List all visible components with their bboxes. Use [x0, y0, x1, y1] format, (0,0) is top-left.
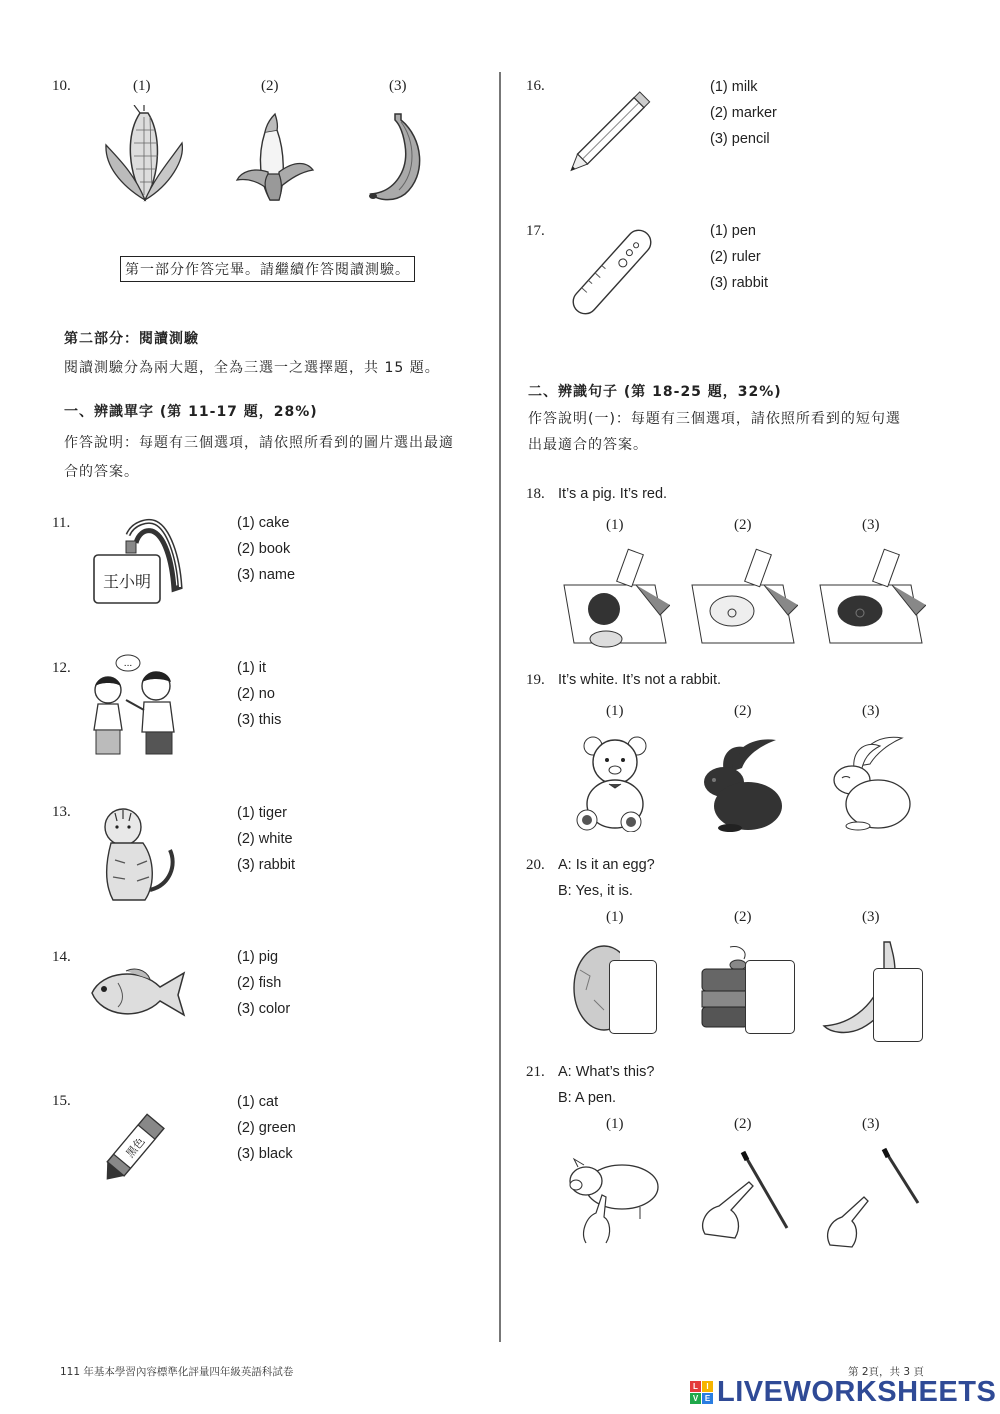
column-divider: [499, 72, 501, 1342]
q16-option-3[interactable]: (3) pencil: [710, 131, 770, 147]
q21-label-1: (1): [606, 1116, 624, 1132]
white-rabbit-image[interactable]: [830, 732, 915, 832]
q18-number: 18.: [526, 486, 545, 502]
q20-line-a: A: Is it an egg?: [558, 857, 655, 873]
q20-label-2: (2): [734, 909, 752, 925]
q12-option-3[interactable]: (3) this: [237, 712, 282, 728]
logo-badge-letter-3: V: [690, 1393, 701, 1404]
q12-option-1[interactable]: (1) it: [237, 660, 266, 676]
q20-choice-1-card[interactable]: [609, 960, 657, 1034]
q18-label-2: (2): [734, 517, 752, 533]
q18-label-1: (1): [606, 517, 624, 533]
q12-option-2[interactable]: (2) no: [237, 686, 275, 702]
corn-image[interactable]: [100, 105, 190, 205]
q13-options: [237, 800, 295, 878]
q18-choice-3-image[interactable]: [816, 545, 926, 650]
q21-number: 21.: [526, 1064, 545, 1080]
q17-option-2[interactable]: (2) ruler: [710, 249, 761, 265]
q19-label-3: (3): [862, 703, 880, 719]
q15-option-3[interactable]: (3) black: [237, 1146, 293, 1162]
teddy-bear-image[interactable]: [575, 732, 660, 832]
logo-text: LIVEWORKSHEETS: [717, 1376, 997, 1408]
hand-pointing-pen-image[interactable]: [822, 1145, 922, 1250]
q12-options: [237, 655, 281, 733]
name-tag-text: 王小明: [102, 572, 152, 591]
q18-sentence: It’s a pig. It’s red.: [558, 486, 668, 502]
q18-label-3: (3): [862, 517, 880, 533]
part2-intro: 閱讀測驗分為兩大題，全為三選一之選擇題，共 15 題。: [64, 360, 440, 376]
q18-choice-2-image[interactable]: [688, 545, 798, 650]
part2-title: 第二部分：閱讀測驗: [64, 331, 199, 347]
q10-label-2: (2): [261, 78, 279, 94]
q15-options: [237, 1089, 296, 1167]
q20-choice-3-card[interactable]: [873, 968, 923, 1042]
banana-image[interactable]: [365, 110, 435, 205]
name-tag-image[interactable]: [88, 515, 188, 610]
logo-badge-letter-2: I: [702, 1381, 713, 1392]
q19-label-1: (1): [606, 703, 624, 719]
q20-line-b: B: Yes, it is.: [558, 883, 633, 899]
peeled-banana-image[interactable]: [235, 112, 315, 204]
logo-badge-letter-4: E: [702, 1393, 713, 1404]
q20-number: 20.: [526, 857, 545, 873]
q11-option-3[interactable]: (3) name: [237, 567, 296, 583]
hand-touching-pen-image[interactable]: [695, 1148, 795, 1243]
q19-number: 19.: [526, 672, 545, 688]
q18-choice-1-image[interactable]: [560, 545, 670, 650]
q15-option-1[interactable]: (1) cat: [237, 1094, 279, 1110]
liveworksheets-logo[interactable]: [690, 1376, 996, 1409]
q10-number: 10.: [52, 78, 71, 94]
q11-options: [237, 510, 295, 588]
logo-badge-letter-1: L: [690, 1381, 701, 1392]
q16-options: [710, 74, 777, 152]
q10-label-1: (1): [133, 78, 151, 94]
fish-image[interactable]: [88, 965, 188, 1023]
black-rabbit-image[interactable]: [700, 732, 785, 832]
q20-choice-2-card[interactable]: [745, 960, 795, 1034]
q17-option-1[interactable]: (1) pen: [710, 223, 756, 239]
q16-option-1[interactable]: (1) milk: [710, 79, 758, 95]
pig-pointing-image[interactable]: [566, 1155, 666, 1245]
q17-number: 17.: [526, 223, 545, 239]
q10-label-3: (3): [389, 78, 407, 94]
q15-number: 15.: [52, 1093, 71, 1109]
q12-number: 12.: [52, 660, 71, 676]
q16-option-2[interactable]: (2) marker: [710, 105, 777, 121]
section2-instruction-line2: 出最適合的答案。: [528, 437, 648, 453]
speech-bubble-text: ...: [123, 659, 133, 669]
q17-option-3[interactable]: (3) rabbit: [710, 275, 769, 291]
q13-option-1[interactable]: (1) tiger: [237, 805, 287, 821]
q13-option-2[interactable]: (2) white: [237, 831, 293, 847]
q19-label-2: (2): [734, 703, 752, 719]
section2-instruction-line1: 作答說明(一)：每題有三個選項，請依照所看到的短句選: [528, 411, 901, 427]
q20-label-1: (1): [606, 909, 624, 925]
q11-option-2[interactable]: (2) book: [237, 541, 291, 557]
two-boys-image[interactable]: [86, 652, 191, 755]
q13-number: 13.: [52, 804, 71, 820]
q21-label-3: (3): [862, 1116, 880, 1132]
section1-instruction-line1: 作答說明：每題有三個選項，請依照所看到的圖片選出最適: [64, 435, 454, 451]
q21-line-a: A: What’s this?: [558, 1064, 655, 1080]
q20-label-3: (3): [862, 909, 880, 925]
footer-title: 111 年基本學習內容標準化評量四年級英語科試卷: [60, 1366, 294, 1378]
q16-number: 16.: [526, 78, 545, 94]
q14-options: [237, 944, 290, 1022]
q13-option-3[interactable]: (3) rabbit: [237, 857, 296, 873]
q14-number: 14.: [52, 949, 71, 965]
q21-label-2: (2): [734, 1116, 752, 1132]
q17-options: [710, 218, 768, 296]
section2-title: 二、辨識句子 (第 18-25 題，32%): [528, 384, 782, 400]
q11-number: 11.: [52, 515, 71, 531]
section1-instruction-line2: 合的答案。: [64, 464, 139, 480]
tiger-image[interactable]: [95, 805, 185, 905]
pencil-image[interactable]: [560, 80, 670, 175]
q14-option-1[interactable]: (1) pig: [237, 949, 279, 965]
q14-option-2[interactable]: (2) fish: [237, 975, 282, 991]
ruler-image[interactable]: [560, 222, 665, 322]
page-indicator: 第 2頁，共 3 頁: [848, 1366, 924, 1378]
crayon-label: 黑色: [123, 1135, 148, 1161]
logo-badge: [690, 1381, 713, 1404]
q19-sentence: It’s white. It’s not a rabbit.: [558, 672, 722, 688]
section1-title: 一、辨識單字 (第 11-17 題，28%): [64, 404, 318, 420]
part1-end-notice: 第一部分作答完畢。請繼續作答閱讀測驗。: [120, 256, 415, 282]
q11-option-1[interactable]: (1) cake: [237, 515, 290, 531]
q21-line-b: B: A pen.: [558, 1090, 617, 1106]
crayon-image[interactable]: [95, 1100, 180, 1190]
q15-option-2[interactable]: (2) green: [237, 1120, 296, 1136]
q14-option-3[interactable]: (3) color: [237, 1001, 291, 1017]
